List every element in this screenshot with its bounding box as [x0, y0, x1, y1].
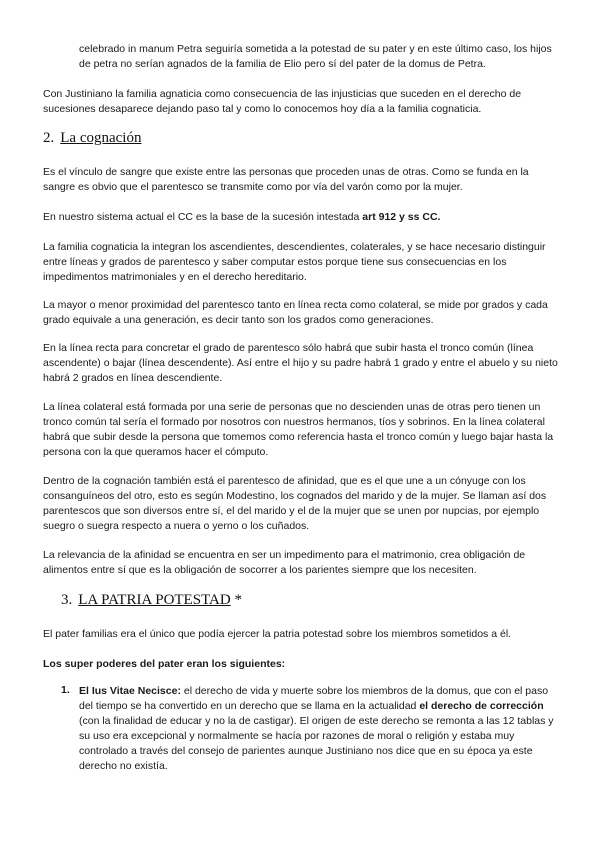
- section-3-title: LA PATRIA POTESTAD: [78, 592, 231, 608]
- section-3-asterisk: *: [230, 592, 242, 608]
- linea-recta-paragraph: En la línea recta para concretar el grado de parentesco sólo habrá que subir hasta el tronco común (línea ascendente) o bajar (línea descendente). Así entre el hijo y su padre habrá 1 grado y entre el abuelo y su nieto habrá 2 grados en línea descendiente.: [43, 342, 558, 384]
- cognacion-definition: Es el vínculo de sangre que existe entre las personas que proceden unas de otras. Como se funda en la sangre es obvio que el parentesco se transmite como por vía del varón como por la mujer.: [43, 166, 529, 193]
- section-2-heading: [43, 130, 141, 147]
- section-2-number: 2.: [43, 130, 55, 146]
- proximidad-paragraph: La mayor o menor proximidad del parentesco tanto en línea recta como colateral, se mide por grados y cada grado equivale a una generación, es decir tanto son los grados como generaciones.: [43, 299, 548, 326]
- list-item-number: 1.: [61, 684, 70, 696]
- cc-base-text: En nuestro sistema actual el CC es la base de la sucesión intestada: [43, 211, 363, 223]
- section-3-heading: [61, 592, 242, 609]
- continuation-paragraph: celebrado in manum Petra seguiría sometida a la potestad de su pater y en este último caso, los hijos de petra no serían agnados de la familia de Elio pero sí del pater de la domus de Petra.: [79, 43, 552, 70]
- ius-vitae-term: El Ius Vitae Necisce:: [79, 685, 181, 697]
- section-2-title: La cognación: [60, 130, 142, 146]
- derecho-correccion-term: el derecho de corrección: [419, 700, 544, 712]
- section-3-number: 3.: [61, 592, 73, 608]
- justiniano-paragraph: Con Justiniano la familia agnaticia como consecuencia de las injusticias que suceden en el derecho de sucesiones desaparece dejando paso tal y como lo conocemos hoy día a la familia cognaticia.: [43, 88, 522, 115]
- linea-colateral-paragraph: La línea colateral está formada por una serie de personas que no descienden unas de otras pero tienen un tronco común tal sería el formado por nosotros con nuestros hermanos, tíos y sobrinos. En la línea colateral habrá que subir desde la persona que tomemos como referencia hasta el tronco común y luego bajar hasta la persona con la que queramos hacer el cómputo.: [43, 401, 554, 458]
- list-item-ius-vitae: [79, 684, 559, 774]
- pater-familias-paragraph: El pater familias era el único que podía ejercer la patria potestad sobre los miembros sometidos a él.: [43, 628, 512, 640]
- cc-article-ref: art 912 y ss CC.: [362, 211, 441, 223]
- relevancia-afinidad-paragraph: La relevancia de la afinidad se encuentra en ser un impedimento para el matrimonio, crea obligación de alimentos entre sí que es la obligación de socorrer a los parientes siempre que los necesiten.: [43, 549, 526, 576]
- ius-vitae-text-a: el derecho de vida y muerte sobre los miembros de la domus, que con el paso del tiempo se ha convertido en un derecho que se llama en la actualidad: [79, 685, 549, 712]
- afinidad-paragraph: Dentro de la cognación también está el parentesco de afinidad, que es el que une a un cónyuge con los consanguíneos del otro, esto es según Modestino, los cognados del marido y de la mujer. Se llaman así dos parentescos que son diversos entre sí, el del marido y el de la mujer que se unen por nupcias, por ejemplo suegro o suegra respecto a nuera o yerno o los cuñados.: [43, 475, 547, 532]
- super-poderes-subheading: Los super poderes del pater eran los siguientes:: [43, 658, 286, 670]
- cc-base-paragraph: [43, 210, 559, 225]
- familia-cognaticia-paragraph: La familia cognaticia la integran los ascendientes, descendientes, colaterales, y se hace necesario distinguir entre líneas y grados de parentesco y saber computar estos porque tiene sus consecuencias en los impedimentos matrimoniales y en el derecho hereditario.: [43, 241, 546, 283]
- ius-vitae-text-c: (con la finalidad de educar y no la de castigar). El origen de este derecho se remonta a las 12 tablas y su uso era excepcional y normalmente se hacía por razones de moral o religión y estaba muy controlado a través del consejo de parientes aunque Justiniano nos dice que en su época ya este derecho no existía.: [79, 715, 554, 772]
